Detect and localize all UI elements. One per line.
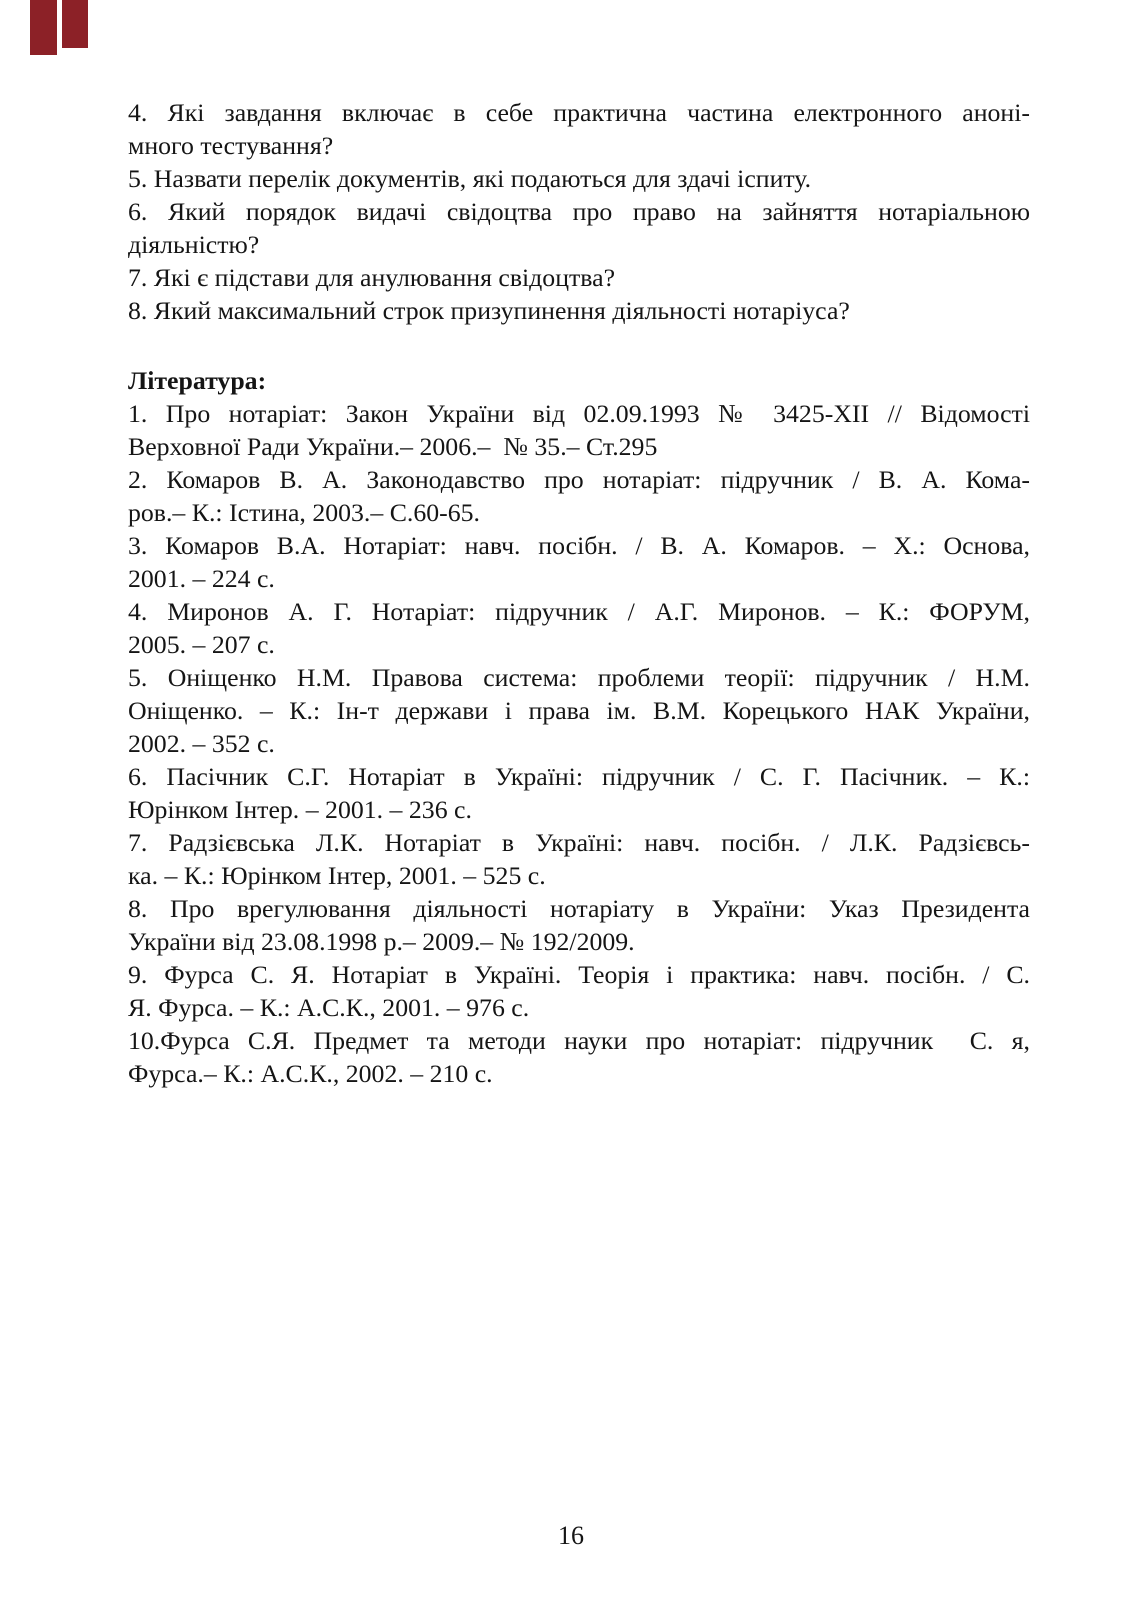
text-line: 1. Про нотаріат: Закон України від 02.09.1993 № 3425-XII // Відомості [128,399,1030,428]
page-number: 16 [558,1521,584,1550]
question-item [128,162,1030,195]
literature-item [128,892,1030,958]
literature-item [128,595,1030,661]
text-line: 3. Комаров В.А. Нотаріат: навч. посібн. / В. А. Комаров. – Х.: Основа, [128,531,1030,560]
literature-item [128,661,1030,760]
text-line: Верховної Ради України.– 2006.– № 35.– Ст.295 [128,432,658,461]
text-line: много тестування? [128,131,334,160]
text-line: України від 23.08.1998 р.– 2009.– № 192/2009. [128,927,635,956]
literature-item [128,397,1030,463]
text-line: ка. – К.: Юрінком Інтер, 2001. – 525 с. [128,861,546,890]
text-line: Оніщенко. – К.: Ін-т держави і права ім. В.М. Корецького НАК України, [128,696,1030,725]
text-line: ров.– К.: Істина, 2003.– С.60-65. [128,498,480,527]
red-mark-icon [30,0,57,55]
text-line: Юрінком Інтер. – 2001. – 236 с. [128,795,472,824]
text-line: Фурса.– К.: А.С.К., 2002. – 210 с. [128,1059,493,1088]
literature-item [128,463,1030,529]
literature-item [128,529,1030,595]
questions-section [128,96,1030,327]
literature-item [128,760,1030,826]
literature-item [128,958,1030,1024]
literature-heading: Література: [128,366,267,395]
text-line: 8. Який максимальний строк призупинення діяльності нотаріуса? [128,296,850,325]
text-line: 2002. – 352 с. [128,729,275,758]
text-line: 7. Які є підстави для анулювання свідоцтва? [128,263,616,292]
literature-item [128,826,1030,892]
literature-item [128,1024,1030,1090]
text-line: 6. Пасічник С.Г. Нотаріат в Україні: підручник / С. Г. Пасічник. – К.: [128,762,1030,791]
text-line: 2001. – 224 с. [128,564,275,593]
text-line: 10.Фурса С.Я. Предмет та методи науки про нотаріат: підручник С. я, [128,1026,1030,1055]
text-line: 7. Радзієвська Л.К. Нотаріат в Україні: навч. посібн. / Л.К. Радзієвсь- [128,828,1030,857]
text-line: 5. Назвати перелік документів, які подаються для здачі іспиту. [128,164,812,193]
text-line: 5. Оніщенко Н.М. Правова система: проблеми теорії: підручник / Н.М. [128,663,1030,692]
question-item [128,294,1030,327]
text-line: 2. Комаров В. А. Законодавство про нотаріат: підручник / В. А. Кома- [128,465,1030,494]
question-item [128,96,1030,162]
text-line: Я. Фурса. – К.: А.С.К., 2001. – 976 с. [128,993,530,1022]
red-mark-icon [62,0,88,48]
question-item [128,195,1030,261]
text-line: 4. Миронов А. Г. Нотаріат: підручник / А.Г. Миронов. – К.: ФОРУМ, [128,597,1030,626]
text-line: діяльністю? [128,230,260,259]
text-line: 2005. – 207 с. [128,630,275,659]
question-item [128,261,1030,294]
text-line: 6. Який порядок видачі свідоцтва про право на зайняття нотаріальною [128,197,1030,226]
text-line: 4. Які завдання включає в себе практична частина електронного аноні- [128,98,1030,127]
literature-section [128,397,1030,1090]
page-content [128,96,1030,1090]
text-line: 8. Про врегулювання діяльності нотаріату в України: Указ Президента [128,894,1030,923]
text-line: 9. Фурса С. Я. Нотаріат в Україні. Теорія і практика: навч. посібн. / С. [128,960,1030,989]
